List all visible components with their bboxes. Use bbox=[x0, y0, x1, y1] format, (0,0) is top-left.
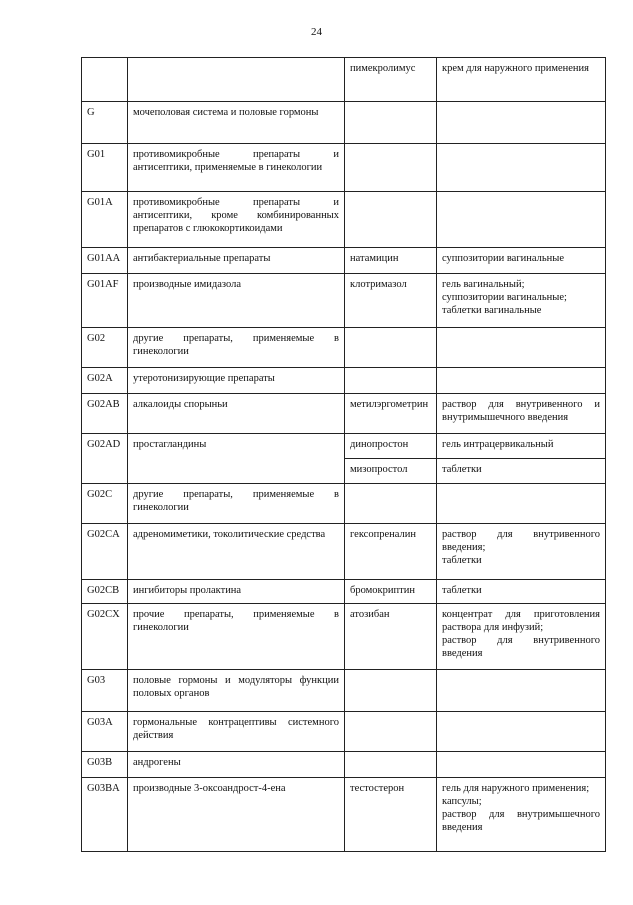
table-row bbox=[82, 778, 606, 852]
dosage-form: таблетки вагинальные bbox=[442, 305, 542, 316]
dosage-form-cell bbox=[437, 712, 606, 752]
dosage-form-cell bbox=[437, 58, 606, 102]
table-row bbox=[82, 328, 606, 368]
table-body bbox=[82, 58, 606, 852]
dosage-form-cell bbox=[437, 144, 606, 192]
table-row bbox=[82, 192, 606, 248]
atc-code-cell: G bbox=[82, 102, 128, 144]
table-row bbox=[82, 102, 606, 144]
anatomical-therapeutic-group-cell: мочеполовая система и половые гормоны bbox=[128, 102, 345, 144]
drug-name-cell bbox=[345, 368, 437, 394]
drug-name-cell bbox=[345, 712, 437, 752]
atc-code-cell: G02A bbox=[82, 368, 128, 394]
drug-name-cell: тестостерон bbox=[345, 778, 437, 852]
atc-code-cell: G02 bbox=[82, 328, 128, 368]
atc-code-cell: G03BA bbox=[82, 778, 128, 852]
drug-name-cell bbox=[345, 192, 437, 248]
anatomical-therapeutic-group-cell: противомикробные препараты и антисептики, применяемые в гинекологии bbox=[128, 144, 345, 192]
table-row bbox=[82, 144, 606, 192]
atc-code-cell: G01AA bbox=[82, 248, 128, 274]
table-row bbox=[82, 58, 606, 102]
table-row bbox=[82, 670, 606, 712]
atc-code-cell: G03B bbox=[82, 752, 128, 778]
anatomical-therapeutic-group-cell: утеротонизирующие препараты bbox=[128, 368, 345, 394]
anatomical-therapeutic-group-cell: простагландины bbox=[128, 434, 345, 484]
drug-name-cell bbox=[345, 144, 437, 192]
table-row bbox=[82, 604, 606, 670]
atc-code-cell: G02AB bbox=[82, 394, 128, 434]
dosage-form-cell bbox=[437, 368, 606, 394]
drug-name-cell: динопростон bbox=[345, 434, 437, 459]
drug-name-cell bbox=[345, 328, 437, 368]
drug-name-cell: атозибан bbox=[345, 604, 437, 670]
dosage-form-cell bbox=[437, 524, 606, 580]
atc-code-cell: G03 bbox=[82, 670, 128, 712]
atc-code-cell: G01 bbox=[82, 144, 128, 192]
dosage-form: суппозитории вагинальные bbox=[442, 253, 564, 264]
anatomical-therapeutic-group-cell: адреномиметики, токолитические средства bbox=[128, 524, 345, 580]
drug-name-cell: метилэргометрин bbox=[345, 394, 437, 434]
dosage-form: капсулы; bbox=[442, 796, 482, 807]
dosage-form: раствор для внутримышечного введения bbox=[442, 809, 600, 833]
anatomical-therapeutic-group-cell: производные имидазола bbox=[128, 274, 345, 328]
dosage-form: гель вагинальный; bbox=[442, 279, 525, 290]
table-row bbox=[82, 484, 606, 524]
dosage-form-cell bbox=[437, 328, 606, 368]
table-row bbox=[82, 434, 606, 459]
anatomical-therapeutic-group-cell: другие препараты, применяемые в гинекологии bbox=[128, 484, 345, 524]
anatomical-therapeutic-group-cell: андрогены bbox=[128, 752, 345, 778]
drug-name-cell: бромокриптин bbox=[345, 580, 437, 604]
atc-code-cell: G02CB bbox=[82, 580, 128, 604]
atc-code-cell: G02CX bbox=[82, 604, 128, 670]
atc-code-cell: G01AF bbox=[82, 274, 128, 328]
dosage-form-cell bbox=[437, 670, 606, 712]
table-row bbox=[82, 248, 606, 274]
anatomical-therapeutic-group-cell: другие препараты, применяемые в гинекологии bbox=[128, 328, 345, 368]
drug-name-cell: пимекролимус bbox=[345, 58, 437, 102]
dosage-form: суппозитории вагинальные; bbox=[442, 292, 567, 303]
table-row bbox=[82, 752, 606, 778]
drug-name-cell: мизопростол bbox=[345, 459, 437, 484]
anatomical-therapeutic-group-cell: производные 3-оксоандрост-4-ена bbox=[128, 778, 345, 852]
dosage-form-cell bbox=[437, 484, 606, 524]
table-row bbox=[82, 394, 606, 434]
anatomical-therapeutic-group-cell bbox=[128, 58, 345, 102]
dosage-form-cell bbox=[437, 192, 606, 248]
dosage-form-cell bbox=[437, 752, 606, 778]
anatomical-therapeutic-group-cell: гормональные контрацептивы системного действия bbox=[128, 712, 345, 752]
table-row bbox=[82, 712, 606, 752]
anatomical-therapeutic-group-cell: прочие препараты, применяемые в гинекологии bbox=[128, 604, 345, 670]
dosage-form-cell bbox=[437, 274, 606, 328]
dosage-form-cell bbox=[437, 778, 606, 852]
table-row bbox=[82, 580, 606, 604]
dosage-form: таблетки bbox=[442, 464, 482, 475]
dosage-form: таблетки bbox=[442, 585, 482, 596]
table-row bbox=[82, 368, 606, 394]
dosage-form: гель для наружного применения; bbox=[442, 783, 590, 794]
dosage-form-cell bbox=[437, 604, 606, 670]
atc-code-cell: G02C bbox=[82, 484, 128, 524]
anatomical-therapeutic-group-cell: противомикробные препараты и антисептики, кроме комбинированных препаратов с глюкокортикоидами bbox=[128, 192, 345, 248]
atc-code-cell: G01A bbox=[82, 192, 128, 248]
drug-name-cell bbox=[345, 102, 437, 144]
dosage-form: раствор для внутривенного введения; bbox=[442, 529, 600, 553]
dosage-form-cell bbox=[437, 248, 606, 274]
drug-name-cell bbox=[345, 484, 437, 524]
page-number: 24 bbox=[311, 26, 322, 38]
atc-code-cell bbox=[82, 58, 128, 102]
atc-code-cell: G02AD bbox=[82, 434, 128, 484]
anatomical-therapeutic-group-cell: половые гормоны и модуляторы функции половых органов bbox=[128, 670, 345, 712]
anatomical-therapeutic-group-cell: антибактериальные препараты bbox=[128, 248, 345, 274]
drug-name-cell bbox=[345, 670, 437, 712]
dosage-form-cell bbox=[437, 459, 606, 484]
dosage-form-cell bbox=[437, 580, 606, 604]
atc-code-cell: G03A bbox=[82, 712, 128, 752]
dosage-form: таблетки bbox=[442, 555, 482, 566]
drug-name-cell: клотримазол bbox=[345, 274, 437, 328]
dosage-form: крем для наружного применения bbox=[442, 63, 590, 74]
table-row bbox=[82, 524, 606, 580]
table-row bbox=[82, 274, 606, 328]
dosage-form: гель интрацервикальный bbox=[442, 439, 554, 450]
dosage-form-cell bbox=[437, 102, 606, 144]
dosage-form: концентрат для приготовления раствора для инфузий; bbox=[442, 609, 600, 633]
anatomical-therapeutic-group-cell: алкалоиды спорыньи bbox=[128, 394, 345, 434]
dosage-form-cell bbox=[437, 434, 606, 459]
drug-name-cell: гексопреналин bbox=[345, 524, 437, 580]
anatomical-therapeutic-group-cell: ингибиторы пролактина bbox=[128, 580, 345, 604]
dosage-form: раствор для внутривенного введения bbox=[442, 635, 600, 659]
atc-drug-table bbox=[81, 57, 606, 852]
drug-name-cell: натамицин bbox=[345, 248, 437, 274]
dosage-form: раствор для внутривенного и внутримышечного введения bbox=[442, 399, 600, 423]
drug-name-cell bbox=[345, 752, 437, 778]
dosage-form-cell bbox=[437, 394, 606, 434]
atc-code-cell: G02CA bbox=[82, 524, 128, 580]
